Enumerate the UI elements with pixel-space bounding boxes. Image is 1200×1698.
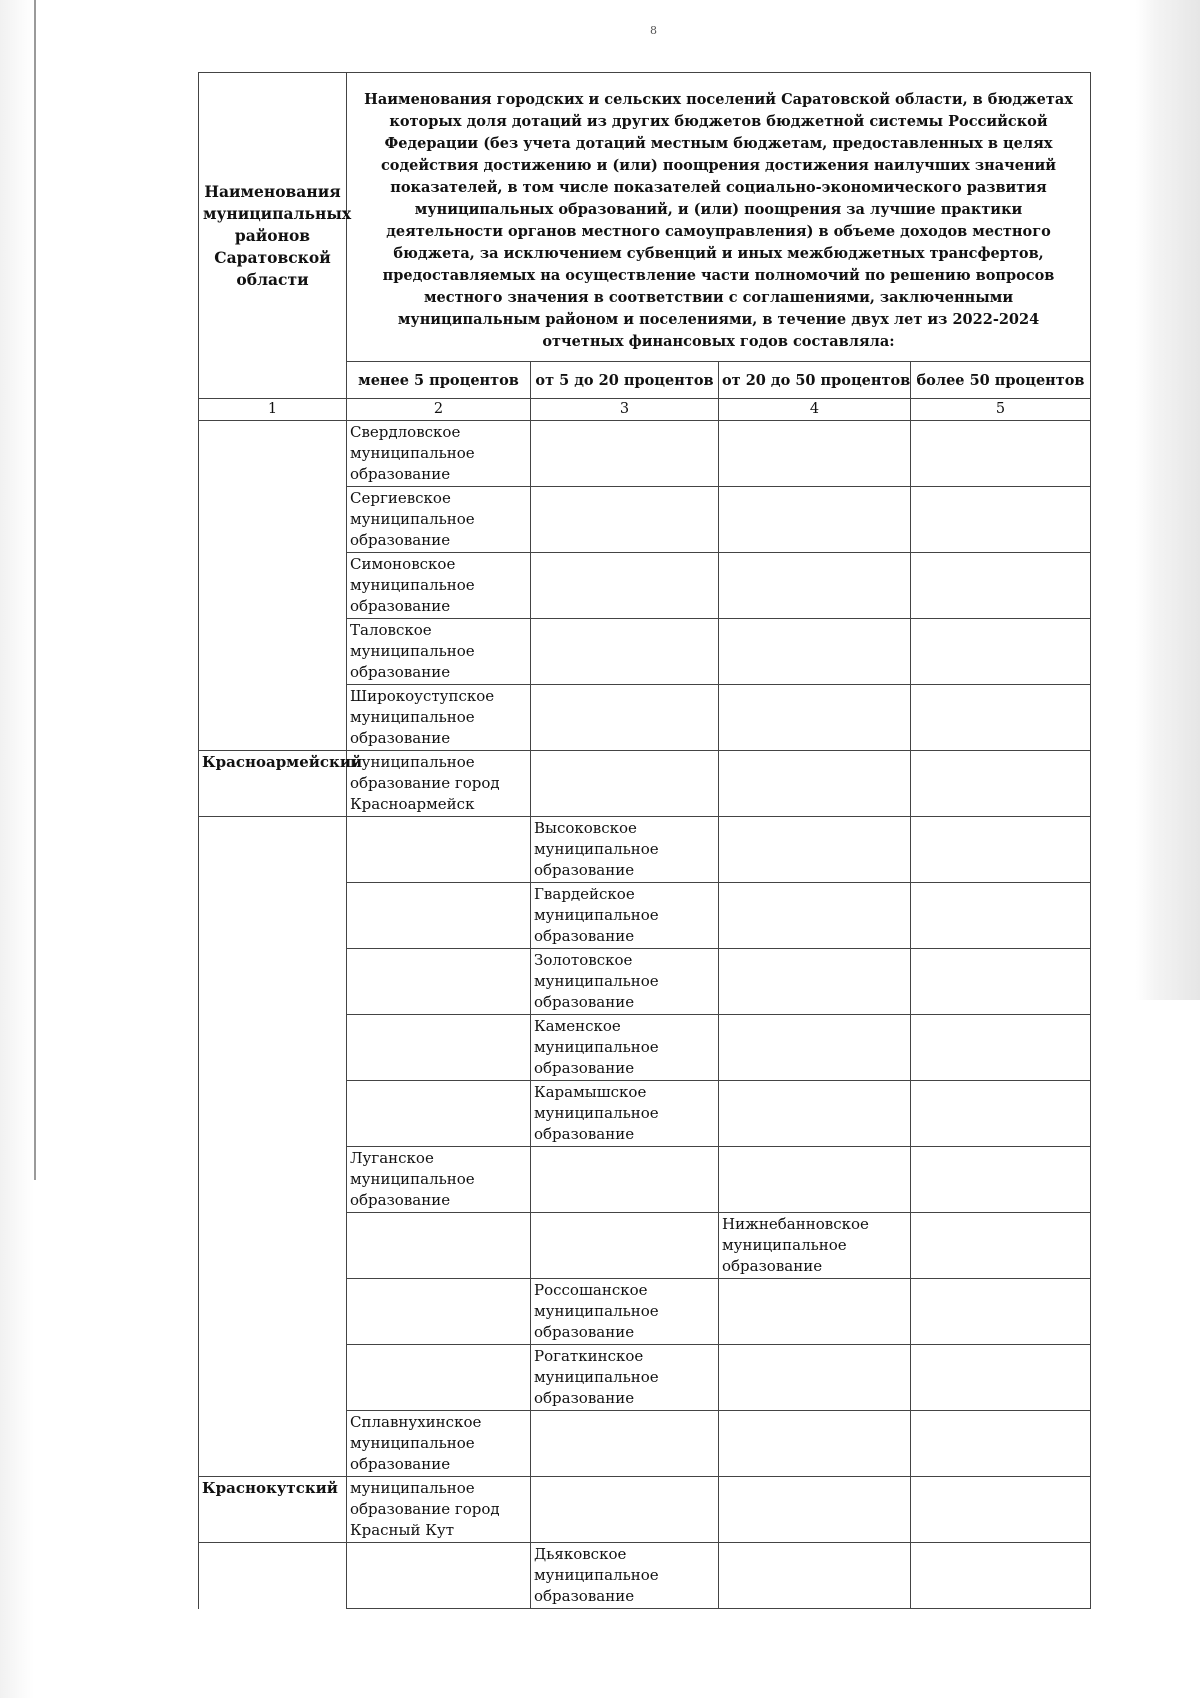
scan-edge-line	[34, 0, 36, 1180]
empty-cell	[719, 1015, 911, 1081]
table-row	[199, 949, 1091, 1015]
scan-margin-right	[1136, 0, 1200, 1000]
settlement-cell: Каменское муниципальное образование	[531, 1015, 719, 1081]
table-row	[199, 1015, 1091, 1081]
district-cell	[199, 619, 347, 685]
table-row	[199, 619, 1091, 685]
empty-cell	[719, 553, 911, 619]
column-number: 2	[347, 399, 531, 421]
empty-cell	[347, 1543, 531, 1609]
empty-cell	[531, 1213, 719, 1279]
district-cell	[199, 1081, 347, 1147]
district-cell	[199, 1543, 347, 1609]
empty-cell	[347, 1345, 531, 1411]
district-cell	[199, 949, 347, 1015]
empty-cell	[911, 1345, 1091, 1411]
empty-cell	[531, 421, 719, 487]
empty-cell	[911, 883, 1091, 949]
settlement-cell: Сергиевское муниципальное образование	[347, 487, 531, 553]
column-number: 4	[719, 399, 911, 421]
empty-cell	[719, 421, 911, 487]
district-cell	[199, 685, 347, 751]
empty-cell	[719, 1081, 911, 1147]
column-number: 3	[531, 399, 719, 421]
empty-cell	[531, 487, 719, 553]
settlements-column-header: Наименования городских и сельских поселений Саратовской области, в бюджетах которых доля дотаций из других бюджетов бюджетной системы Российской Федерации (без учета дотаций местным бюджетам, предоставленных в целях содействия достижению и (или) поощрения достижения наилучших значений показателей, в том числе показателей социально-экономического развития муниципальных образований, и (или) поощрения за лучшие практики деятельности органов местного самоуправления) в объеме доходов местного бюджета, за исключением субвенций и иных межбюджетных трансфертов, предоставляемых на осуществление части полномочий по решению вопросов местного значения в соответствии с соглашениями, заключенными муниципальным районом и поселениями, в течение двух лет из 2022-2024 отчетных финансовых годов составляла:	[347, 73, 1091, 362]
settlement-cell: Россошанское муниципальное образование	[531, 1279, 719, 1345]
table-row	[199, 421, 1091, 487]
empty-cell	[347, 817, 531, 883]
table-row	[199, 1213, 1091, 1279]
settlement-cell: Рогаткинское муниципальное образование	[531, 1345, 719, 1411]
district-cell	[199, 487, 347, 553]
empty-cell	[719, 1147, 911, 1213]
empty-cell	[719, 1477, 911, 1543]
settlement-cell: Гвардейское муниципальное образование	[531, 883, 719, 949]
table-row	[199, 1543, 1091, 1609]
empty-cell	[719, 619, 911, 685]
empty-cell	[911, 817, 1091, 883]
district-column-header: Наименования муниципальных районов Саратовской области	[199, 73, 347, 399]
table-row	[199, 751, 1091, 817]
empty-cell	[911, 1411, 1091, 1477]
table-row	[199, 883, 1091, 949]
empty-cell	[347, 949, 531, 1015]
settlement-cell: Высоковское муниципальное образование	[531, 817, 719, 883]
page-number: 8	[650, 24, 657, 37]
settlements-table	[198, 72, 1091, 1609]
empty-cell	[347, 1015, 531, 1081]
settlement-cell: муниципальное образование город Красноармейск	[347, 751, 531, 817]
district-cell	[199, 1213, 347, 1279]
district-cell	[199, 1015, 347, 1081]
empty-cell	[347, 1279, 531, 1345]
settlement-cell: Широкоуступское муниципальное образование	[347, 685, 531, 751]
district-cell: Краснокутский	[199, 1477, 347, 1543]
table-row	[199, 685, 1091, 751]
settlement-cell: Нижнебанновское муниципальное образование	[719, 1213, 911, 1279]
empty-cell	[719, 1345, 911, 1411]
empty-cell	[531, 553, 719, 619]
column-header-less-5: менее 5 процентов	[347, 362, 531, 399]
table-row	[199, 553, 1091, 619]
empty-cell	[911, 1279, 1091, 1345]
empty-cell	[347, 1213, 531, 1279]
settlement-cell: Золотовское муниципальное образование	[531, 949, 719, 1015]
empty-cell	[719, 883, 911, 949]
empty-cell	[719, 751, 911, 817]
table-row	[199, 1477, 1091, 1543]
settlement-cell: Карамышское муниципальное образование	[531, 1081, 719, 1147]
empty-cell	[911, 949, 1091, 1015]
column-number: 1	[199, 399, 347, 421]
header-row	[199, 73, 1091, 362]
column-header-more-50: более 50 процентов	[911, 362, 1091, 399]
empty-cell	[719, 1279, 911, 1345]
empty-cell	[911, 1147, 1091, 1213]
empty-cell	[911, 1213, 1091, 1279]
empty-cell	[719, 1543, 911, 1609]
empty-cell	[531, 619, 719, 685]
column-header-20-50: от 20 до 50 процентов	[719, 362, 911, 399]
empty-cell	[347, 1081, 531, 1147]
settlement-cell: муниципальное образование город Красный Кут	[347, 1477, 531, 1543]
table-row	[199, 1279, 1091, 1345]
empty-cell	[911, 553, 1091, 619]
empty-cell	[911, 487, 1091, 553]
empty-cell	[911, 1081, 1091, 1147]
settlement-cell: Свердловское муниципальное образование	[347, 421, 531, 487]
empty-cell	[347, 883, 531, 949]
table-row	[199, 1147, 1091, 1213]
scan-margin-left	[0, 0, 34, 1698]
empty-cell	[531, 751, 719, 817]
district-cell: Красноармейский	[199, 751, 347, 817]
table-row	[199, 1345, 1091, 1411]
table-row	[199, 817, 1091, 883]
empty-cell	[911, 685, 1091, 751]
district-cell	[199, 883, 347, 949]
district-cell	[199, 817, 347, 883]
empty-cell	[531, 1411, 719, 1477]
empty-cell	[531, 685, 719, 751]
empty-cell	[719, 487, 911, 553]
empty-cell	[531, 1147, 719, 1213]
settlement-cell: Дьяковское муниципальное образование	[531, 1543, 719, 1609]
empty-cell	[719, 949, 911, 1015]
empty-cell	[911, 751, 1091, 817]
settlement-cell: Сплавнухинское муниципальное образование	[347, 1411, 531, 1477]
district-cell	[199, 1411, 347, 1477]
district-cell	[199, 1279, 347, 1345]
empty-cell	[719, 1411, 911, 1477]
table-row	[199, 1411, 1091, 1477]
empty-cell	[911, 421, 1091, 487]
empty-cell	[911, 619, 1091, 685]
settlement-cell: Луганское муниципальное образование	[347, 1147, 531, 1213]
district-cell	[199, 553, 347, 619]
table-row	[199, 1081, 1091, 1147]
column-number: 5	[911, 399, 1091, 421]
empty-cell	[911, 1543, 1091, 1609]
column-number-row	[199, 399, 1091, 421]
table-row	[199, 487, 1091, 553]
settlement-cell: Таловское муниципальное образование	[347, 619, 531, 685]
empty-cell	[911, 1015, 1091, 1081]
empty-cell	[719, 685, 911, 751]
empty-cell	[719, 817, 911, 883]
column-header-5-20: от 5 до 20 процентов	[531, 362, 719, 399]
settlement-cell: Симоновское муниципальное образование	[347, 553, 531, 619]
empty-cell	[911, 1477, 1091, 1543]
empty-cell	[531, 1477, 719, 1543]
district-cell	[199, 1345, 347, 1411]
district-cell	[199, 421, 347, 487]
district-cell	[199, 1147, 347, 1213]
